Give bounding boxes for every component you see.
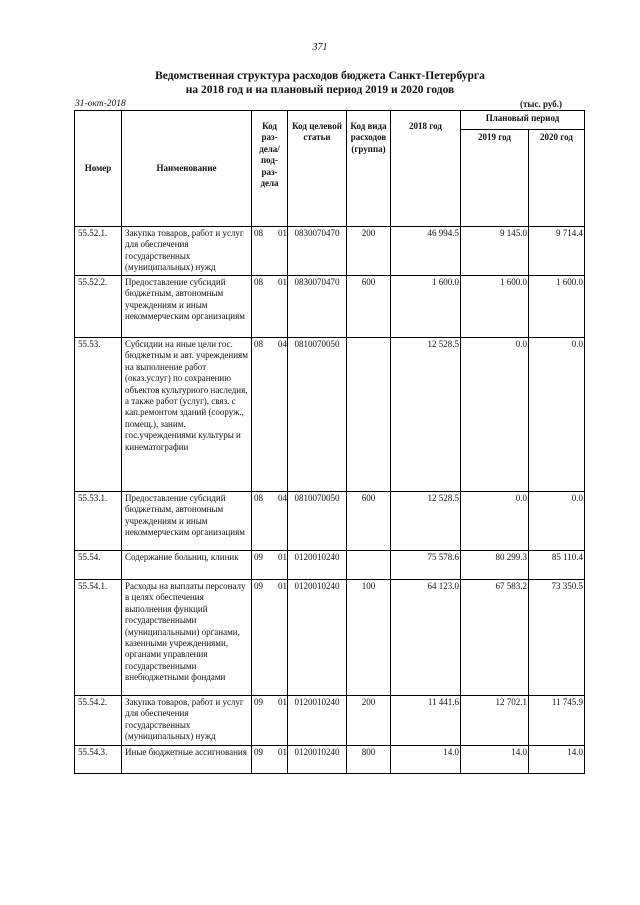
table-row: [75, 580, 585, 696]
amount-2018: 64 123.0: [391, 580, 461, 696]
expense-type-code: 200: [347, 696, 391, 746]
header-name: Наименование: [122, 111, 252, 227]
header-2020: 2020 год: [529, 130, 585, 227]
document-title: [0, 69, 640, 97]
expense-type-code: 600: [347, 276, 391, 338]
budget-table: [74, 110, 585, 774]
target-article-code: 0830070470: [288, 276, 347, 338]
row-number: 55.54.2.: [75, 696, 122, 746]
amount-2020: 1 600.0: [529, 276, 585, 338]
table-row: [75, 551, 585, 580]
razdel-code: 09: [254, 581, 263, 591]
target-article-code: 0810070050: [288, 492, 347, 551]
table-row: [75, 746, 585, 774]
row-number: 55.52.1.: [75, 227, 122, 276]
amount-2018: 14.0: [391, 746, 461, 774]
row-razdel-code: [252, 696, 288, 746]
expense-type-code: [347, 551, 391, 580]
podrazdel-code: 01: [278, 277, 287, 287]
amount-2019: 1 600.0: [461, 276, 529, 338]
row-name: Предоставление субсидий бюджетным, автономным учреждениям и иным некоммерческим организациям: [122, 276, 252, 338]
row-name: Расходы на выплаты персоналу в целях обеспечения выполнения функций государственными (муниципальными) органами, казенными учреждениями, органами управления государственными внебюджетными фондами: [122, 580, 252, 696]
amount-2018: 1 600.0: [391, 276, 461, 338]
row-name: Иные бюджетные ассигнования: [122, 746, 252, 774]
row-razdel-code: [252, 551, 288, 580]
amount-2019: 14.0: [461, 746, 529, 774]
amount-2020: 14.0: [529, 746, 585, 774]
header-number: Номер: [75, 111, 122, 227]
amount-2020: 11 745.9: [529, 696, 585, 746]
amount-2019: 0.0: [461, 492, 529, 551]
row-razdel-code: [252, 276, 288, 338]
header-razdel: Код раз- дела/ под- раз- дела: [252, 111, 288, 227]
amount-2018: 11 441.6: [391, 696, 461, 746]
page-number: 371: [312, 42, 328, 53]
razdel-code: 09: [254, 697, 263, 707]
amount-2020: 73 350.5: [529, 580, 585, 696]
row-razdel-code: [252, 227, 288, 276]
razdel-code: 08: [254, 228, 263, 238]
row-razdel-code: [252, 338, 288, 492]
row-name: Закупка товаров, работ и услуг для обеспечения государственных (муниципальных) нужд: [122, 227, 252, 276]
row-name: Содержание больниц, клиник: [122, 551, 252, 580]
amount-2019: 9 145.0: [461, 227, 529, 276]
razdel-code: 08: [254, 339, 263, 349]
amount-2018: 46 994.5: [391, 227, 461, 276]
amount-2018: 12 528.5: [391, 492, 461, 551]
podrazdel-code: 01: [278, 581, 287, 591]
title-line-1: Ведомственная структура расходов бюджета Санкт-Петербурга: [155, 70, 485, 82]
amount-2020: 85 110.4: [529, 551, 585, 580]
podrazdel-code: 01: [278, 747, 287, 757]
amount-2020: 9 714.4: [529, 227, 585, 276]
row-name: Предоставление субсидий бюджетным, автономным учреждениям и иным некоммерческим организациям: [122, 492, 252, 551]
units-label: (тыс. руб.): [520, 99, 562, 109]
podrazdel-code: 04: [278, 493, 287, 503]
report-date: 31-окт-2018: [75, 99, 126, 109]
amount-2019: 12 702.1: [461, 696, 529, 746]
table-row: [75, 276, 585, 338]
row-number: 55.54.3.: [75, 746, 122, 774]
razdel-code: 09: [254, 747, 263, 757]
target-article-code: 0120010240: [288, 696, 347, 746]
podrazdel-code: 01: [278, 552, 287, 562]
amount-2020: 0.0: [529, 338, 585, 492]
target-article-code: 0120010240: [288, 551, 347, 580]
expense-type-code: 800: [347, 746, 391, 774]
row-number: 55.54.: [75, 551, 122, 580]
header-expense-type: Код вида расходов (группа): [347, 111, 391, 227]
razdel-code: 08: [254, 277, 263, 287]
podrazdel-code: 01: [278, 697, 287, 707]
row-razdel-code: [252, 492, 288, 551]
target-article-code: 0120010240: [288, 580, 347, 696]
expense-type-code: 200: [347, 227, 391, 276]
row-number: 55.54.1.: [75, 580, 122, 696]
expense-type-code: [347, 338, 391, 492]
header-planned-period: Плановый период: [461, 111, 585, 130]
row-number: 55.53.: [75, 338, 122, 492]
amount-2020: 0.0: [529, 492, 585, 551]
row-number: 55.53.1.: [75, 492, 122, 551]
row-name: Закупка товаров, работ и услуг для обеспечения государственных (муниципальных) нужд: [122, 696, 252, 746]
amount-2019: 0.0: [461, 338, 529, 492]
razdel-code: 09: [254, 552, 263, 562]
table-row: [75, 227, 585, 276]
row-razdel-code: [252, 746, 288, 774]
amount-2019: 67 583.2: [461, 580, 529, 696]
amount-2019: 80 299.3: [461, 551, 529, 580]
header-2018: 2018 год: [391, 111, 461, 227]
razdel-code: 08: [254, 493, 263, 503]
row-razdel-code: [252, 580, 288, 696]
table-row: [75, 696, 585, 746]
amount-2018: 12 528.5: [391, 338, 461, 492]
header-target-article: Код целевой статьи: [288, 111, 347, 227]
podrazdel-code: 04: [278, 339, 287, 349]
amount-2018: 75 578.6: [391, 551, 461, 580]
target-article-code: 0810070050: [288, 338, 347, 492]
row-name: Субсидии на иные цели гос. бюджетным и авт. учреждениям на выполнение работ (оказ.услуг) по сохранению объектов культурного наследия, а также работ (услуг), связ. с кап.ремонтом зданий (сооруж., помещ.), заним. гос.учреждениями культуры и кинематографии: [122, 338, 252, 492]
target-article-code: 0830070470: [288, 227, 347, 276]
podrazdel-code: 01: [278, 228, 287, 238]
expense-type-code: 100: [347, 580, 391, 696]
target-article-code: 0120010240: [288, 746, 347, 774]
table-row: [75, 492, 585, 551]
header-2019: 2019 год: [461, 130, 529, 227]
expense-type-code: 600: [347, 492, 391, 551]
title-line-2: на 2018 год и на плановый период 2019 и 2020 годов: [185, 84, 455, 96]
row-number: 55.52.2.: [75, 276, 122, 338]
table-row: [75, 338, 585, 492]
